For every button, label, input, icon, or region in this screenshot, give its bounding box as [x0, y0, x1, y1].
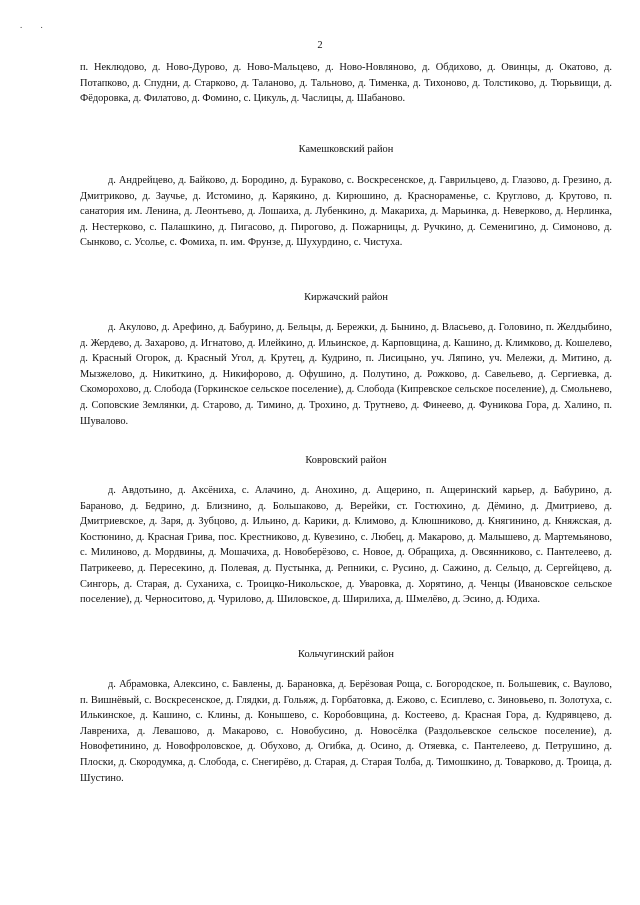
intro-paragraph: п. Неклюдово, д. Ново-Дурово, д. Ново-Мальцево, д. Ново-Новляново, д. Обдихово, д. Овинцы, д. Окатово, д. Потапково, д. Спудни, д. Старково, д. Таланово, д. Тальново, д. Тименка, д. Тихоново, д. Толстиково, д. Тюрьвищи, д. Фёдоровка, д. Филатово, д. Фомино, с. Цикуль, д. Часлицы, д. Шабаново. — [80, 62, 612, 105]
section-text-kolchuginsky: д. Абрамовка, Алексино, с. Бавлены, д. Барановка, д. Берёзовая Роща, с. Богородское, п. Большевик, с. Ваулово, п. Вишнёвый, с. Воскресенское, д. Глядки, д. Гольяж, д. Горбатовка, д. Ежово, с. Есиплево, с. Зиновьево, п. Золотуха, с. Илькинское, д. Кашино, с. Клины, д. Конышево, с. Коробовщина, д. Костеево, д. Красная Гора, д. Кудрявцево, д. Лаврениха, д. Левашово, д. Макарово, с. Новобусино, д. Новосёлка (Раздольевское сельское поселение), д. Новофетинино, д. Новофроловское, д. Обухово, д. Огибка, д. Осино, д. Отяевка, с. Пантелеево, д. Петрушино, д. Плоски, д. Скородумка, д. Слобода, с. Снегирёво, д. Старая, д. Старая Толба, д. Тимошкино, д. Товарково, д. Троица, д. Шустино. — [80, 679, 612, 784]
section-text-kirzhachsky: д. Акулово, д. Арефино, д. Бабурино, д. Бельцы, д. Бережки, д. Бынино, д. Власьево, д. Головино, п. Желдыбино, д. Жердево, д. Захарово, д. Игнатово, д. Илейкино, д. Ильинское, д. Карповщина, д. Кашино, д. Климково, д. Кошелево, д. Красный Огорок, д. Красный Угол, д. Крутец, д. Кудрино, п. Лисицыно, уч. Ляпино, уч. Мележи, д. Митино, д. Мызжелово, д. Никиткино, д. Никифорово, д. Офушино, д. Полутино, д. Рожково, д. Савельево, д. Сергиевка, д. Скоморохово, д. Слобода (Горкинское сельское поселение), д. Слобода (Кипревское сельское поселение), д. Смольнево, д. Соповские Землянки, д. Старово, д. Тимино, д. Трохино, д. Трутнево, д. Финеево, д. Фуникова Гора, д. Халино, п. Шувалово. — [80, 322, 612, 427]
section-heading-kolchuginsky: Кольчугинский район — [298, 649, 394, 660]
section-text-kovrovsky: д. Авдотьино, д. Аксёниха, с. Алачино, д. Анохино, д. Ащерино, п. Ащеринский карьер, д. Бабурино, д. Бараново, д. Бедрино, д. Близнино, д. Большаково, д. Верейки, ст. Гостюхино, д. Дёмино, д. Дмитриево, д. Дмитриевское, д. Заря, д. Зубцово, д. Ильино, д. Карики, д. Климово, д. Клюшниково, д. Княгинино, д. Княжская, д. Костюнино, д. Красная Грива, пос. Крестниково, д. Кувезино, с. Любец, д. Макарово, д. Малышево, д. Мартемьяново, с. Милиново, д. Мордвины, д. Мошачиха, д. Новоберёзово, с. Новое, д. Обращиха, д. Овсянниково, с. Пантелеево, д. Патрикеево, д. Пересекино, д. Полевая, д. Пустынка, д. Репники, с. Русино, д. Сажино, д. Сельцо, д. Сергейцево, д. Сингорь, д. Старая, д. Суханиха, с. Троицко-Никольское, д. Уваровка, д. Хорятино, д. Ченцы (Ивановское сельское поселение), д. Черноситово, д. Чурилово, д. Шиловское, д. Ширилиха, д. Шмелёво, д. Эсино, д. Юдиха. — [80, 485, 612, 606]
stray-marks: . . — [20, 20, 51, 30]
page-number: 2 — [317, 40, 323, 51]
section-heading-kameshkovsky: Камешковский район — [298, 144, 394, 155]
section-heading-kirzhachsky: Киржачский район — [304, 292, 388, 303]
section-text-kameshkovsky: д. Андрейцево, д. Байково, д. Бородино, д. Бураково, с. Воскресенское, д. Гаврильцево, д. Глазово, д. Грезино, д. Дмитриково, д. Заучье, д. Истомино, д. Карякино, д. Кирюшино, д. Краснораменье, с. Круглово, д. Крутово, п. санатория им. Ленина, д. Леонтьево, д. Лошаиха, д. Лубенкино, д. Макариха, д. Марьинка, д. Неверково, д. Нерлинка, д. Нестерково, с. Палашкино, д. Пигасово, д. Пирогово, д. Пожарницы, д. Ручкино, д. Семенигино, д. Симоново, д. Сынково, с. Усолье, с. Фомиха, п. им. Фрунзе, д. Шухурдино, с. Чистуха. — [80, 175, 612, 249]
section-heading-kovrovsky: Ковровский район — [305, 455, 387, 466]
